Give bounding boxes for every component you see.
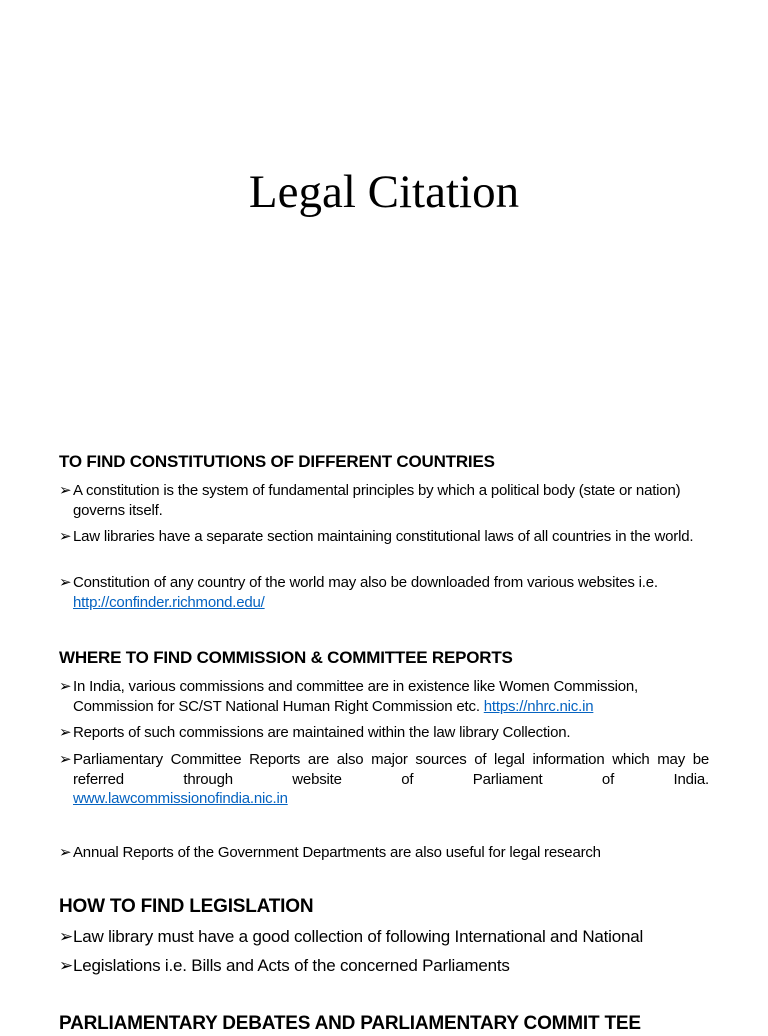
section-heading-debates: PARLIAMENTARY DEBATES AND PARLIAMENTARY COMMIT TEE bbox=[59, 1013, 641, 1034]
bullet-text: A constitution is the system of fundamental principles by which a political body (state or nation) governs itself. bbox=[73, 482, 681, 519]
section-heading-legislation: HOW TO FIND LEGISLATION bbox=[59, 896, 314, 917]
list-item bbox=[59, 677, 709, 716]
nhrc-link[interactable]: https://nhrc.nic.in bbox=[483, 697, 594, 715]
section-heading-constitutions: TO FIND CONSTITUTIONS OF DIFFERENT COUNTRIES bbox=[59, 452, 495, 471]
page-title: Legal Citation bbox=[248, 166, 520, 218]
list-item bbox=[59, 573, 709, 612]
list-item bbox=[59, 723, 709, 743]
confinder-link[interactable]: http://confinder.richmond.edu/ bbox=[73, 593, 265, 611]
bullet-arrow-icon: ➢ bbox=[59, 574, 72, 591]
bullet-arrow-icon: ➢ bbox=[59, 528, 72, 545]
bullet-text: Reports of such commissions are maintained within the law library Collection. bbox=[73, 724, 571, 741]
bullet-text: Annual Reports of the Government Departments are also useful for legal research bbox=[73, 844, 601, 861]
bullet-text: Legislations i.e. Bills and Acts of the concerned Parliaments bbox=[73, 956, 510, 975]
list-item bbox=[59, 843, 709, 863]
bullet-text: Law libraries have a separate section maintaining constitutional laws of all countries in the world. bbox=[73, 528, 694, 545]
section-heading-commission: WHERE TO FIND COMMISSION & COMMITTEE REPORTS bbox=[59, 648, 513, 667]
bullet-arrow-icon: ➢ bbox=[59, 751, 72, 768]
list-item bbox=[59, 955, 709, 977]
list-item bbox=[59, 750, 709, 809]
bullet-text: Constitution of any country of the world may also be downloaded from various websites i.e. bbox=[73, 574, 658, 591]
bullet-text: In India, various commissions and committee are in existence like Women Commission, Commission for SC/ST National Human Right Commission etc. bbox=[73, 678, 639, 715]
bullet-text: Parliamentary Committee Reports are also major sources of legal information which may be referred through website of Parliament of India. bbox=[73, 751, 709, 788]
bullet-arrow-icon: ➢ bbox=[59, 678, 72, 695]
list-item bbox=[59, 527, 709, 547]
bullet-arrow-icon: ➢ bbox=[59, 844, 72, 861]
list-item bbox=[59, 481, 709, 520]
bullet-arrow-icon: ➢ bbox=[59, 724, 72, 741]
bullet-arrow-icon: ➢ bbox=[59, 482, 72, 499]
bullet-text: Law library must have a good collection of following International and National bbox=[73, 927, 644, 946]
list-item bbox=[59, 926, 709, 948]
bullet-arrow-icon: ➢ bbox=[59, 956, 74, 975]
bullet-arrow-icon: ➢ bbox=[59, 927, 74, 946]
lawcommission-link[interactable]: www.lawcommissionofindia.nic.in bbox=[73, 790, 288, 807]
